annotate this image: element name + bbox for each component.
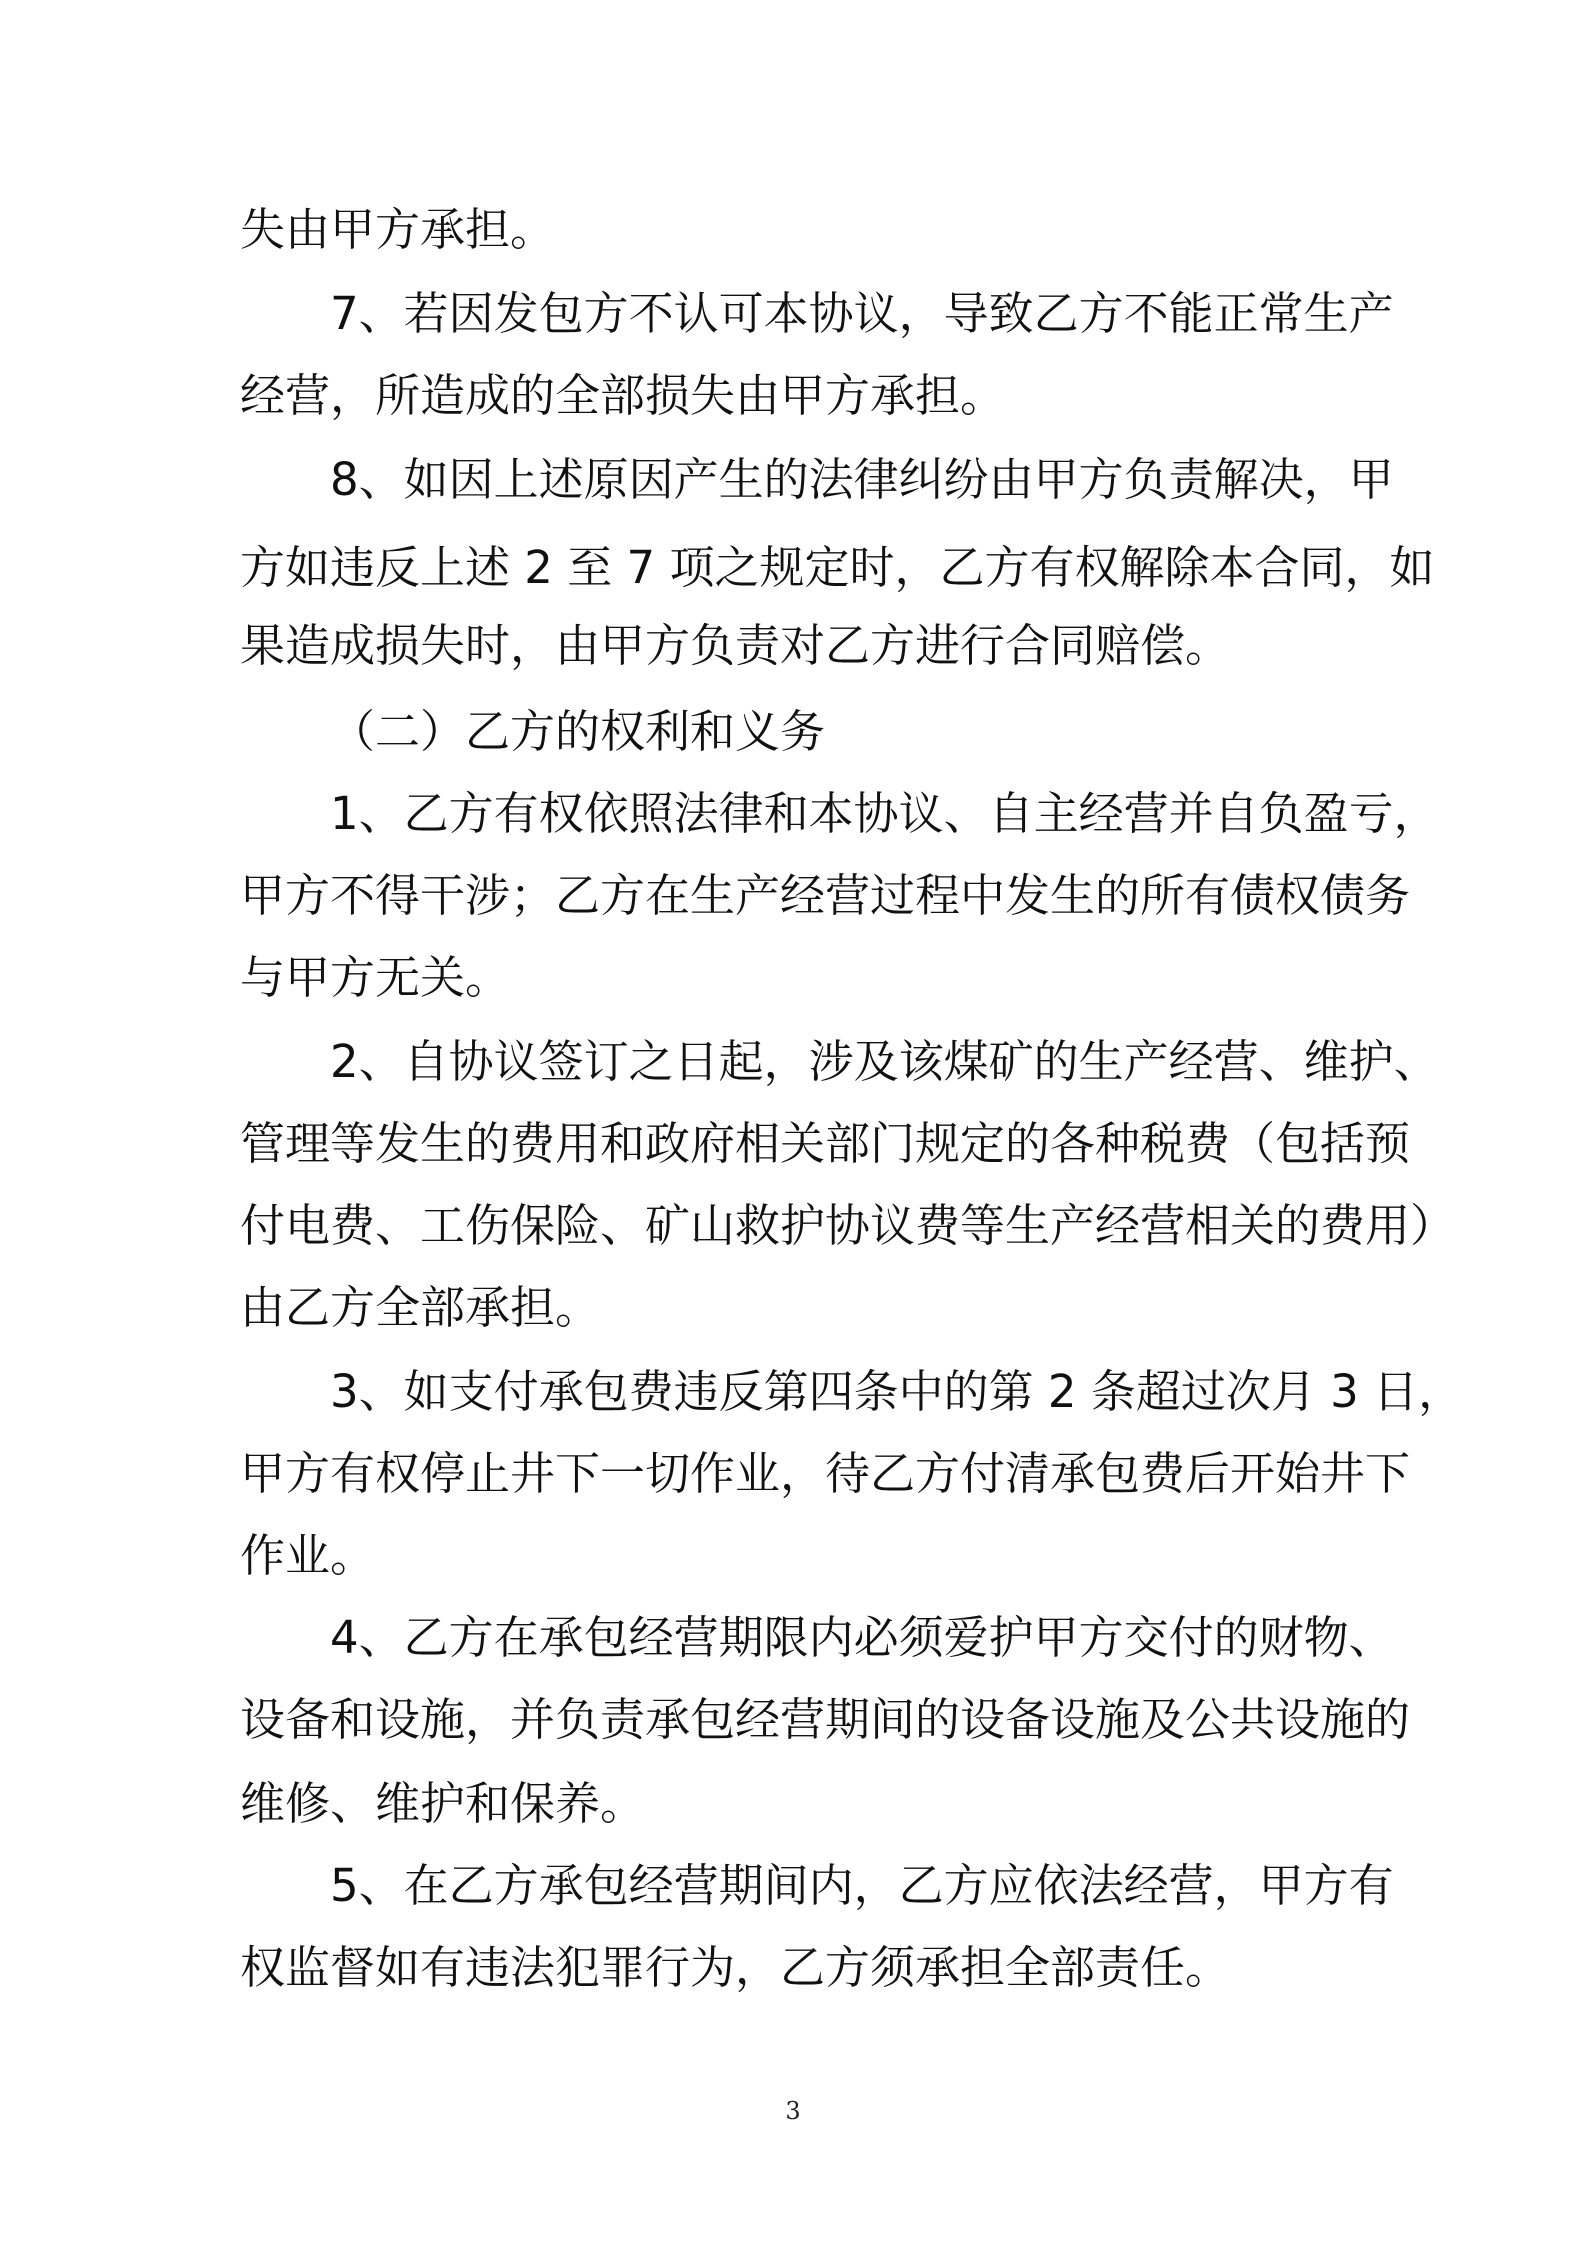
b-clause-1-line-3: 与甲方无关。	[240, 951, 511, 1004]
b-clause-2-line-4: 由乙方全部承担。	[240, 1281, 601, 1334]
b-clause-4-line-1: 4、乙方在承包经营期限内必须爱护甲方交付的财物、	[330, 1611, 1394, 1664]
b-clause-1-line-1: 1、乙方有权依照法律和本协议、自主经营并自负盈亏，	[330, 787, 1439, 840]
b-clause-2-line-1: 2、自协议签订之日起，涉及该煤矿的生产经营、维护、	[330, 1035, 1439, 1088]
b-clause-2-line-3: 付电费、工伤保险、矿山救护协议费等生产经营相关的费用）	[240, 1199, 1456, 1252]
text-line: 失由甲方承担。	[240, 203, 556, 256]
clause-7-line-2: 经营，所造成的全部损失由甲方承担。	[240, 369, 1006, 422]
page-number: 3	[785, 2097, 801, 2125]
clause-8-line-3: 果造成损失时，由甲方负责对乙方进行合同赔偿。	[240, 619, 1231, 672]
b-clause-4-line-2: 设备和设施，并负责承包经营期间的设备设施及公共设施的	[240, 1693, 1411, 1746]
clause-8-line-1: 8、如因上述原因产生的法律纠纷由甲方负责解决，甲	[330, 453, 1394, 506]
b-clause-5-line-1: 5、在乙方承包经营期间内，乙方应依法经营，甲方有	[330, 1859, 1394, 1912]
b-clause-4-line-3: 维修、维护和保养。	[240, 1777, 646, 1830]
clause-8-line-2: 方如违反上述 2 至 7 项之规定时，乙方有权解除本合同，如	[240, 541, 1435, 594]
b-clause-3-line-1: 3、如支付承包费违反第四条中的第 2 条超过次月 3 日，	[330, 1365, 1464, 1418]
b-clause-2-line-2: 管理等发生的费用和政府相关部门规定的各种税费（包括预	[240, 1117, 1411, 1170]
b-clause-3-line-3: 作业。	[240, 1529, 376, 1582]
b-clause-5-line-2: 权监督如有违法犯罪行为，乙方须承担全部责任。	[240, 1941, 1231, 1994]
section-heading-party-b: （二）乙方的权利和义务	[330, 705, 826, 758]
b-clause-3-line-2: 甲方有权停止井下一切作业，待乙方付清承包费后开始井下	[240, 1447, 1411, 1500]
b-clause-1-line-2: 甲方不得干涉；乙方在生产经营过程中发生的所有债权债务	[240, 869, 1411, 922]
clause-7-line-1: 7、若因发包方不认可本协议，导致乙方不能正常生产	[330, 287, 1394, 340]
